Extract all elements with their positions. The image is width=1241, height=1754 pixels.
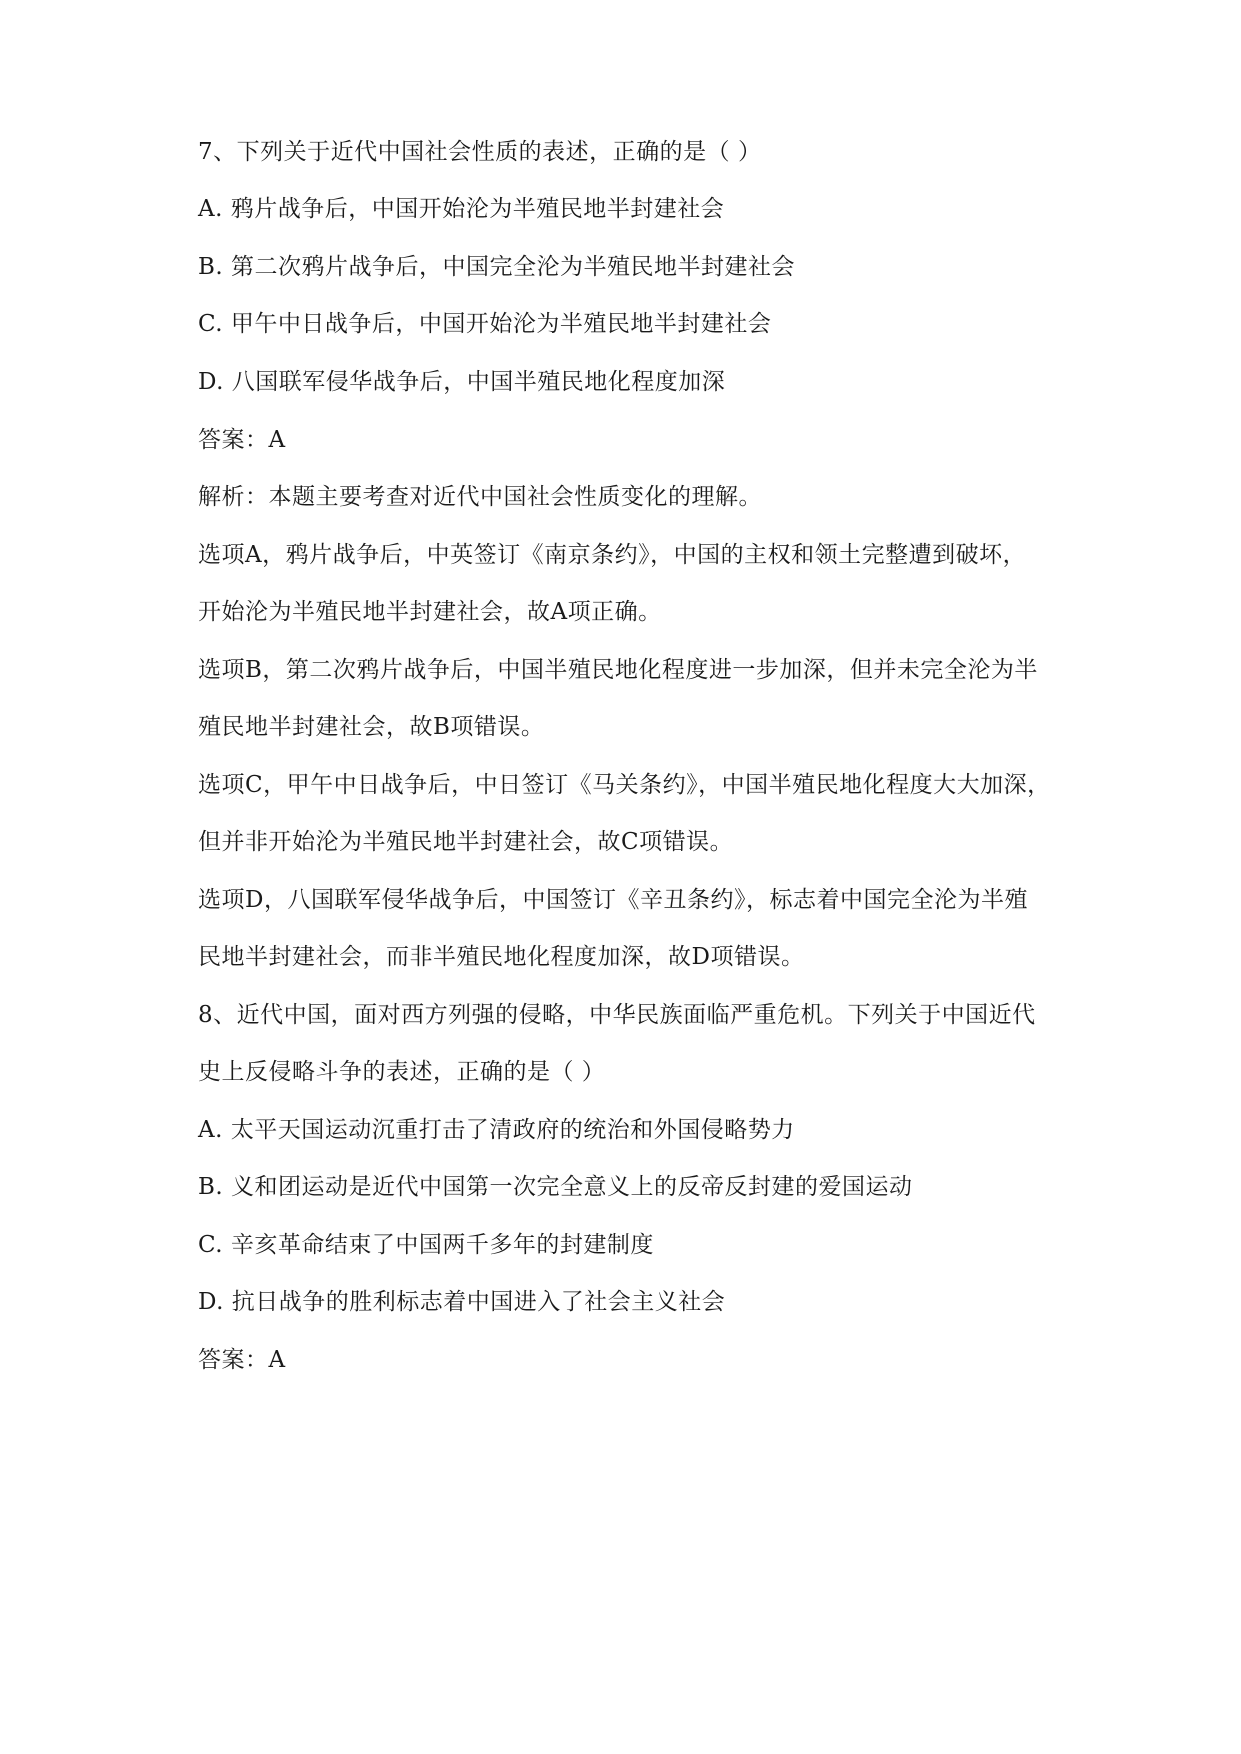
question-7-stem: 7、下列关于近代中国社会性质的表述，正确的是（ ） (198, 139, 762, 165)
question-7-analysis-line: 殖民地半封建社会，故B项错误。 (198, 714, 545, 740)
question-7-answer: 答案：A (198, 427, 286, 453)
question-7-option-d: D. 八国联军侵华战争后，中国半殖民地化程度加深 (198, 369, 726, 395)
question-8-option-c: C. 辛亥革命结束了中国两千多年的封建制度 (198, 1232, 654, 1258)
question-7-analysis-line: 选项A，鸦片战争后，中英签订《南京条约》，中国的主权和领土完整遭到破坏， (198, 542, 1027, 568)
question-7-analysis-line: 但并非开始沦为半殖民地半封建社会，故C项错误。 (198, 829, 734, 855)
question-7-option-c: C. 甲午中日战争后，中国开始沦为半殖民地半封建社会 (198, 311, 772, 337)
question-7-option-a: A. 鸦片战争后，中国开始沦为半殖民地半封建社会 (198, 196, 725, 222)
question-8-stem-line: 史上反侵略斗争的表述，正确的是（ ） (198, 1059, 606, 1085)
question-8-option-a: A. 太平天国运动沉重打击了清政府的统治和外国侵略势力 (198, 1117, 795, 1143)
question-8-option-b: B. 义和团运动是近代中国第一次完全意义上的反帝反封建的爱国运动 (198, 1174, 913, 1200)
question-7-analysis-line: 选项D，八国联军侵华战争后，中国签订《辛丑条约》，标志着中国完全沦为半殖 (198, 887, 1028, 913)
question-7-analysis-line: 民地半封建社会，而非半殖民地化程度加深，故D项错误。 (198, 944, 805, 970)
question-7-analysis-line: 解析：本题主要考查对近代中国社会性质变化的理解。 (198, 484, 762, 510)
question-8-stem-line: 8、近代中国，面对西方列强的侵略，中华民族面临严重危机。下列关于中国近代 (198, 1002, 1036, 1028)
question-7-option-b: B. 第二次鸦片战争后，中国完全沦为半殖民地半封建社会 (198, 254, 796, 280)
question-8-answer: 答案：A (198, 1347, 286, 1373)
question-8-option-d: D. 抗日战争的胜利标志着中国进入了社会主义社会 (198, 1289, 726, 1315)
question-7-analysis-line: 开始沦为半殖民地半封建社会，故A项正确。 (198, 599, 662, 625)
question-7-analysis-line: 选项B，第二次鸦片战争后，中国半殖民地化程度进一步加深，但并未完全沦为半 (198, 657, 1038, 683)
question-7-analysis-line: 选项C，甲午中日战争后，中日签订《马关条约》，中国半殖民地化程度大大加深， (198, 772, 1051, 798)
